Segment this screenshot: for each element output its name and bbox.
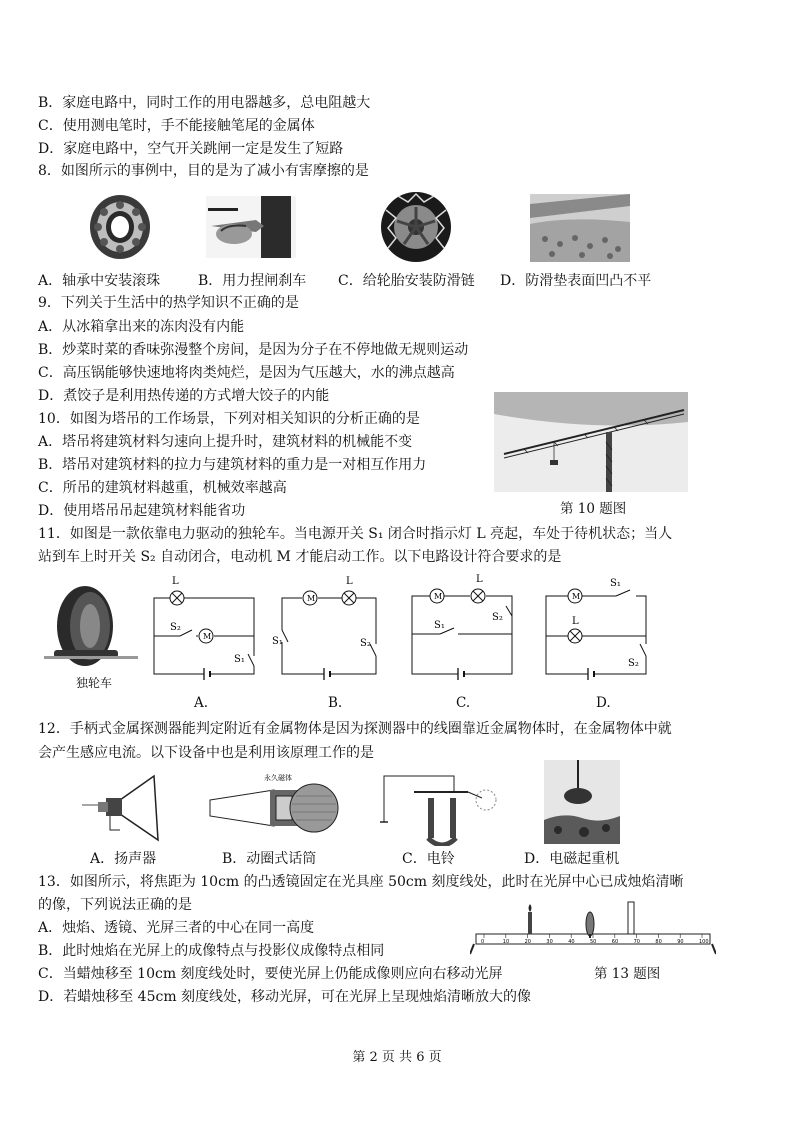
ruler-tick-label: 100 [699, 939, 709, 945]
ruler-tick-label: 40 [568, 939, 575, 945]
ruler-tick-label: 80 [655, 939, 662, 945]
svg-text:S₁: S₁ [272, 636, 283, 647]
lamp-symbol [170, 591, 184, 605]
tower-crane-image [494, 392, 688, 492]
q13-stem-line2: 的像，下列说法正确的是 [38, 897, 192, 913]
svg-text:S₁: S₁ [234, 654, 245, 665]
q8-label-d: D．防滑垫表面凹凸不平 [500, 273, 652, 289]
svg-text:L: L [346, 576, 353, 587]
q13-option-b: B．此时烛焰在光屏上的成像特点与投影仪成像特点相同 [38, 943, 385, 959]
ruler-tick-label: 10 [502, 939, 510, 945]
ruler-tick-label: 60 [611, 939, 619, 945]
q9-stem: 9．下列关于生活中的热学知识不正确的是 [38, 295, 299, 311]
svg-text:M: M [203, 632, 212, 641]
speaker-image [80, 770, 162, 844]
electric-bell-image [378, 770, 498, 846]
svg-text:S₁: S₁ [434, 620, 445, 631]
q12-label-c: C．电铃 [402, 851, 455, 867]
q13-option-d: D．若蜡烛移至 45cm 刻度线处，移动光屏，可在光屏上呈现烛焰清晰放大的像 [38, 989, 532, 1005]
svg-text:S₂: S₂ [360, 638, 371, 649]
page-footer: 第 2 页 共 6 页 [352, 1050, 442, 1065]
q13-option-c: C．当蜡烛移至 10cm 刻度线处时，要使光屏上仍能成像则应向右移动光屏 [38, 966, 503, 982]
q9-option-d: D．煮饺子是利用热传递的方式增大饺子的内能 [38, 388, 330, 404]
circuit-c [404, 572, 524, 684]
moving-coil-microphone-image [204, 770, 344, 846]
circuit-a [144, 574, 264, 684]
q12-label-d: D．电磁起重机 [524, 851, 620, 867]
circuit-a-label: A. [194, 695, 209, 711]
q10-stem: 10．如图为塔吊的工作场景，下列对相关知识的分析正确的是 [38, 411, 420, 427]
circuit-c-label: C. [456, 695, 471, 711]
q12-stem-line1: 12．手柄式金属探测器能判定附近有金属物体是因为探测器中的线圈靠近金属物体时，在金属物体中就 [38, 721, 672, 737]
svg-text:S₁: S₁ [610, 578, 621, 589]
svg-text:永久磁体: 永久磁体 [264, 774, 292, 782]
circuit-d [536, 574, 656, 684]
svg-text:L: L [572, 616, 579, 627]
q7-option-c: C．使用测电笔时，手不能接触笔尾的金属体 [38, 118, 315, 134]
svg-text:M: M [434, 592, 443, 601]
q10-caption: 第 10 题图 [560, 501, 627, 517]
anti-slip-mat-image [530, 194, 630, 262]
q12-stem-line2: 会产生感应电流。以下设备中也是利用该原理工作的是 [38, 745, 374, 761]
ruler-tick-label: 0 [481, 939, 485, 945]
ruler-tick-label: 30 [546, 939, 553, 945]
circuit-b-label: B. [328, 695, 343, 711]
bearing-image [86, 192, 154, 262]
q7-option-d: D．家庭电路中，空气开关跳闸一定是发生了短路 [38, 141, 344, 157]
q7-option-b: B．家庭电路中，同时工作的用电器越多，总电阻越大 [38, 95, 371, 111]
electromagnetic-crane-image [544, 760, 620, 844]
ruler-tick-label: 50 [590, 939, 597, 945]
ruler-tick-label: 90 [677, 939, 684, 945]
q8-label-a: A．轴承中安装滚珠 [38, 273, 161, 289]
q9-option-a: A．从冰箱拿出来的冻肉没有内能 [38, 319, 245, 335]
q13-option-a: A．烛焰、透镜、光屏三者的中心在同一高度 [38, 920, 315, 936]
q10-option-b: B．塔吊对建筑材料的拉力与建筑材料的重力是一对相互作用力 [38, 457, 427, 473]
brake-image [206, 196, 296, 258]
q8-label-c: C．给轮胎安装防滑链 [338, 273, 475, 289]
q12-label-b: B．动圈式话筒 [222, 851, 317, 867]
q9-option-c: C．高压锅能够快速地将肉类炖烂，是因为气压越大，水的沸点越高 [38, 365, 455, 381]
circuit-b [272, 574, 392, 684]
q8-label-b: B．用力捏闸刹车 [198, 273, 307, 289]
q10-option-a: A．塔吊将建筑材料匀速向上提升时，建筑材料的机械能不变 [38, 434, 413, 450]
unicycle-image [40, 576, 140, 686]
q10-option-c: C．所吊的建筑材料越重，机械效率越高 [38, 480, 287, 496]
ruler-tick-label: 70 [633, 939, 640, 945]
svg-text:M: M [307, 594, 316, 603]
svg-text:S₂: S₂ [628, 658, 639, 669]
q11-stem-line2: 站到车上时开关 S₂ 自动闭合，电动机 M 才能启动工作。以下电路设计符合要求的是 [38, 549, 562, 565]
unicycle-caption: 独轮车 [76, 676, 113, 690]
q13-caption: 第 13 题图 [594, 966, 661, 982]
svg-text:L: L [476, 574, 483, 585]
circuit-d-label: D. [596, 695, 611, 711]
q12-label-a: A．扬声器 [90, 851, 157, 867]
tire-chain-image [376, 190, 456, 264]
svg-text:S₂: S₂ [170, 622, 181, 633]
ruler-tick-label: 20 [524, 939, 531, 945]
q9-option-b: B．炒菜时菜的香味弥漫整个房间，是因为分子在不停地做无规则运动 [38, 342, 469, 358]
q8-stem: 8．如图所示的事例中，目的是为了减小有害摩擦的是 [38, 163, 369, 179]
svg-text:L: L [172, 576, 179, 587]
q11-stem-line1: 11．如图是一款依靠电力驱动的独轮车。当电源开关 S₁ 闭合时指示灯 L 亮起，车处于待机状态；当人 [38, 526, 673, 542]
svg-text:M: M [572, 592, 581, 601]
optical-bench-image [470, 896, 716, 958]
svg-text:S₂: S₂ [492, 612, 503, 623]
q10-option-d: D．使用塔吊吊起建筑材料能省功 [38, 503, 246, 519]
q13-stem-line1: 13．如图所示，将焦距为 10cm 的凸透镜固定在光具座 50cm 刻度线处，此时在光屏中心已成烛焰清晰 [38, 874, 684, 890]
